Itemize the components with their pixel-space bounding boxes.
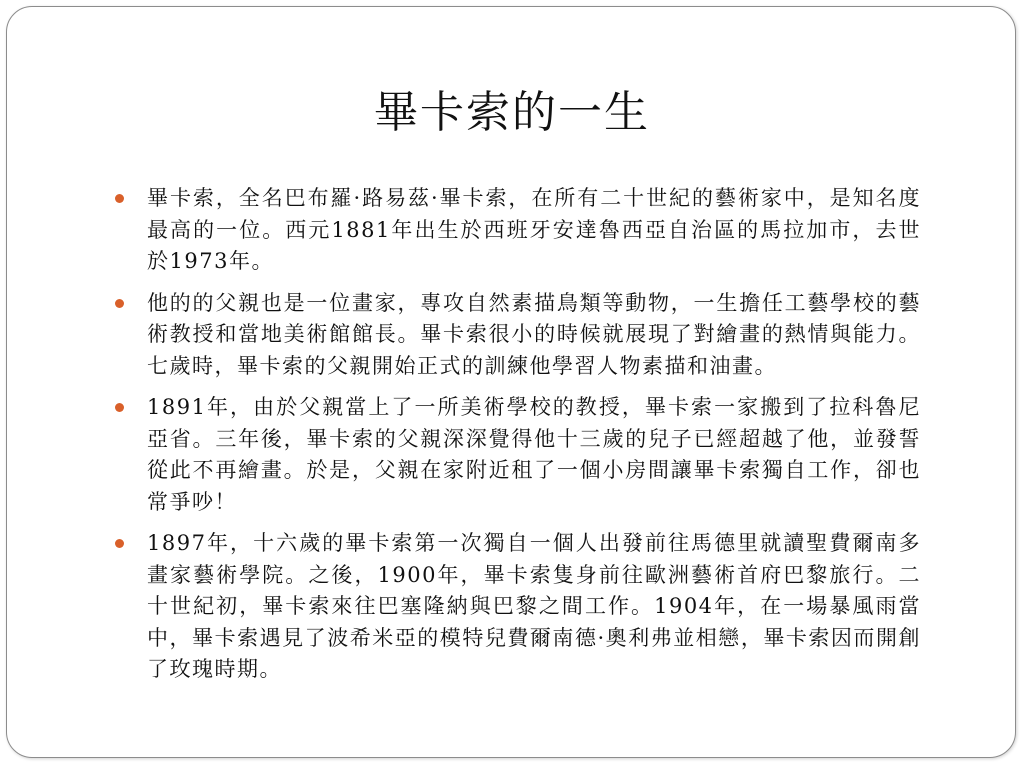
bullet-dot-icon: [115, 403, 124, 412]
slide-frame: [6, 6, 1016, 758]
slide-title: 畢卡索的一生: [374, 87, 650, 138]
bullet-list: [111, 183, 921, 696]
bullet-dot-icon: [115, 299, 124, 308]
bullet-dot-icon: [115, 539, 124, 548]
bullet-text: 1891年，由於父親當上了一所美術學校的教授，畢卡索一家搬到了拉科魯尼亞省。三年後，畢卡索的父親深深覺得他十三歲的兒子已經超越了他，並發誓從此不再繪畫。於是，父親在家附近租了一個小房間讓畢卡索獨自工作，卻也常爭吵！: [147, 395, 921, 514]
bullet-text: 1897年，十六歲的畢卡索第一次獨自一個人出發前往馬德里就讀聖費爾南多畫家藝術學院。之後，1900年，畢卡索隻身前往歐洲藝術首府巴黎旅行。二十世紀初，畢卡索來往巴塞隆納與巴黎之間工作。1904年，在一場暴風雨當中，畢卡索遇見了波希米亞的模特兒費爾南德·奧利弗並相戀，畢卡索因而開創了玫瑰時期。: [147, 531, 921, 681]
bullet-item: [111, 392, 921, 518]
bullet-dot-icon: [115, 194, 124, 203]
bullet-item: [111, 183, 921, 278]
bullet-text: 他的的父親也是一位畫家，專攻自然素描鳥類等動物，一生擔任工藝學校的藝術教授和當地美術館館長。畢卡索很小的時候就展現了對繪畫的熱情與能力。七歲時，畢卡索的父親開始正式的訓練他學習人物素描和油畫。: [147, 290, 921, 378]
bullet-text: 畢卡索，全名巴布羅·路易茲·畢卡索，在所有二十世紀的藝術家中，是知名度最高的一位。西元1881年出生於西班牙安達魯西亞自治區的馬拉加市，去世於1973年。: [147, 186, 921, 273]
bullet-item: [111, 288, 921, 383]
bullet-item: [111, 528, 921, 686]
